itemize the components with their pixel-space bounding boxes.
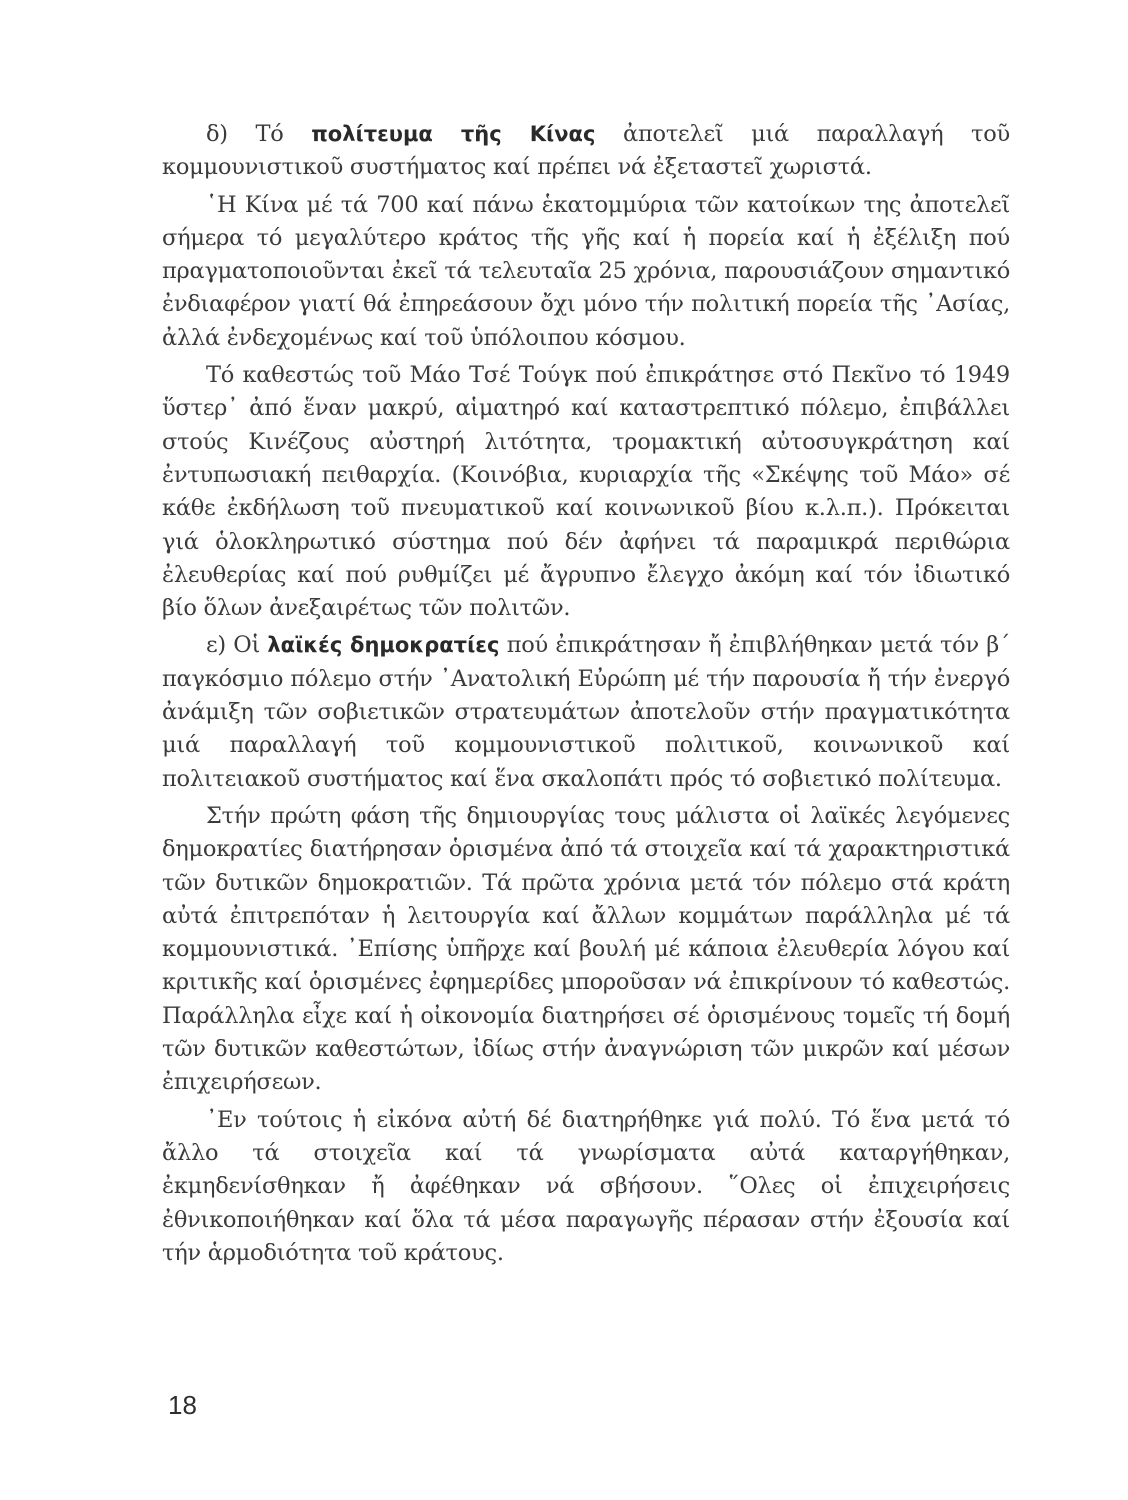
paragraph-china-heading [162,118,1010,185]
paragraph-rest: ἀποτελεῖ μιά παραλλαγή τοῦ κομμουνιστικοῦ συστήματος καί πρέπει νά ἐξεταστεῖ χωριστά. [162,121,1010,181]
term-china-regime: πολίτευμα τῆς Κίνας [311,122,596,146]
paragraph-lead: ε) Οἱ [206,632,268,659]
body-text [162,118,1010,1274]
paragraph-china-population: ῾Η Κίνα μέ τά 700 καί πάνω ἑκατομμύρια τῶν κατοίκων της ἀποτελεῖ σήμερα τό μεγαλύτερο κράτος τῆς γῆς καί ἡ πορεία καί ἡ ἐξέλιξη πού πραγματοποιοῦνται ἐκεῖ τά τελευταῖα 25 χρόνια, παρουσιάζουν σημαντικό ἐνδιαφέρον γιατί θά ἐπηρεάσουν ὄχι μόνο τήν πολιτική πορεία τῆς ᾿Ασίας, ἀλλά ἐνδεχομένως καί τοῦ ὑπόλοιπου κόσμου. [162,191,1010,351]
paragraph-peoples-democracies-heading [162,629,1010,795]
page-number: 18 [168,1390,197,1420]
paragraph-rest: πού ἐπικράτησαν ἤ ἐπιβλήθηκαν μετά τόν β΄ παγκόσμιο πόλεμο στήν ᾿Ανατολική Εὐρώπη μέ τήν παρουσία ἤ τήν ἐνεργό ἀνάμιξη τῶν σοβιετικῶν στρατευμάτων ἀποτελοῦν στήν πραγματικότητα μιά παραλλαγή τοῦ κομμουνιστικοῦ πολιτικοῦ, κοινωνικοῦ καί πολιτειακοῦ συστήματος καί ἕνα σκαλοπάτι πρός τό σοβιετικό πολίτευμα. [162,632,1010,792]
paragraph-first-phase: Στήν πρώτη φάση τῆς δημιουργίας τους μάλιστα οἱ λαϊκές λεγόμενες δημοκρατίες διατήρησαν ὁρισμένα ἀπό τά στοιχεῖα καί τά χαρακτηριστικά τῶν δυτικῶν δημοκρατιῶν. Τά πρῶτα χρόνια μετά τόν πόλεμο στά κράτη αὐτά ἐπιτρεπόταν ἡ λειτουργία καί ἄλλων κομμάτων παράλληλα μέ τά κομμουνιστικά. ᾿Επίσης ὑπῆρχε καί βουλή μέ κάποια ἐλευθερία λόγου καί κριτικῆς καί ὁρισμένες ἐφημερίδες μποροῦσαν νά ἐπικρίνουν τό καθεστώς. Παράλληλα εἶχε καί ἡ οἰκονομία διατηρήσει σέ ὁρισμένους τομεῖς τή δομή τῶν δυτικῶν καθεστώτων, ἰδίως στήν ἀναγνώριση τῶν μικρῶν καί μέσων ἐπιχειρήσεων. [162,802,1010,1096]
term-peoples-democracies: λαϊκές δημοκρατίες [267,633,500,658]
paragraph-nationalization: ᾿Εν τούτοις ἡ εἰκόνα αὐτή δέ διατηρήθηκε γιά πολύ. Τό ἕνα μετά τό ἄλλο τά στοιχεῖα καί τά γνωρίσματα αὐτά καταργήθηκαν, ἐκμηδενίσθηκαν ἤ ἀφέθηκαν νά σβήσουν. ῞Ολες οἱ ἐπιχειρήσεις ἐθνικοποιήθηκαν καί ὅλα τά μέσα παραγωγῆς πέρασαν στήν ἐξουσία καί τήν ἁρμοδιότητα τοῦ κράτους. [162,1106,1010,1266]
paragraph-mao-regime: Τό καθεστώς τοῦ Μάο Τσέ Τούγκ πού ἐπικράτησε στό Πεκῖνο τό 1949 ὕστερ᾿ ἀπό ἕναν μακρύ, αἱματηρό καί καταστρεπτικό πόλεμο, ἐπιβάλλει στούς Κινέζους αὐστηρή λιτότητα, τρομακτική αὐτοσυγκράτηση καί ἐντυπωσιακή πειθαρχία. (Κοινόβια, κυριαρχία τῆς «Σκέψης τοῦ Μάο» σέ κάθε ἐκδήλωση τοῦ πνευματικοῦ καί κοινωνικοῦ βίου κ.λ.π.). Πρόκειται γιά ὁλοκληρωτικό σύστημα πού δέν ἀφήνει τά παραμικρά περιθώρια ἐλευθερίας καί πού ρυθμίζει μέ ἄγρυπνο ἔλεγχο ἀκόμη καί τόν ἰδιωτικό βίο ὅλων ἀνεξαιρέτως τῶν πολιτῶν. [162,362,1010,622]
paragraph-lead: δ) Τό [206,121,312,147]
